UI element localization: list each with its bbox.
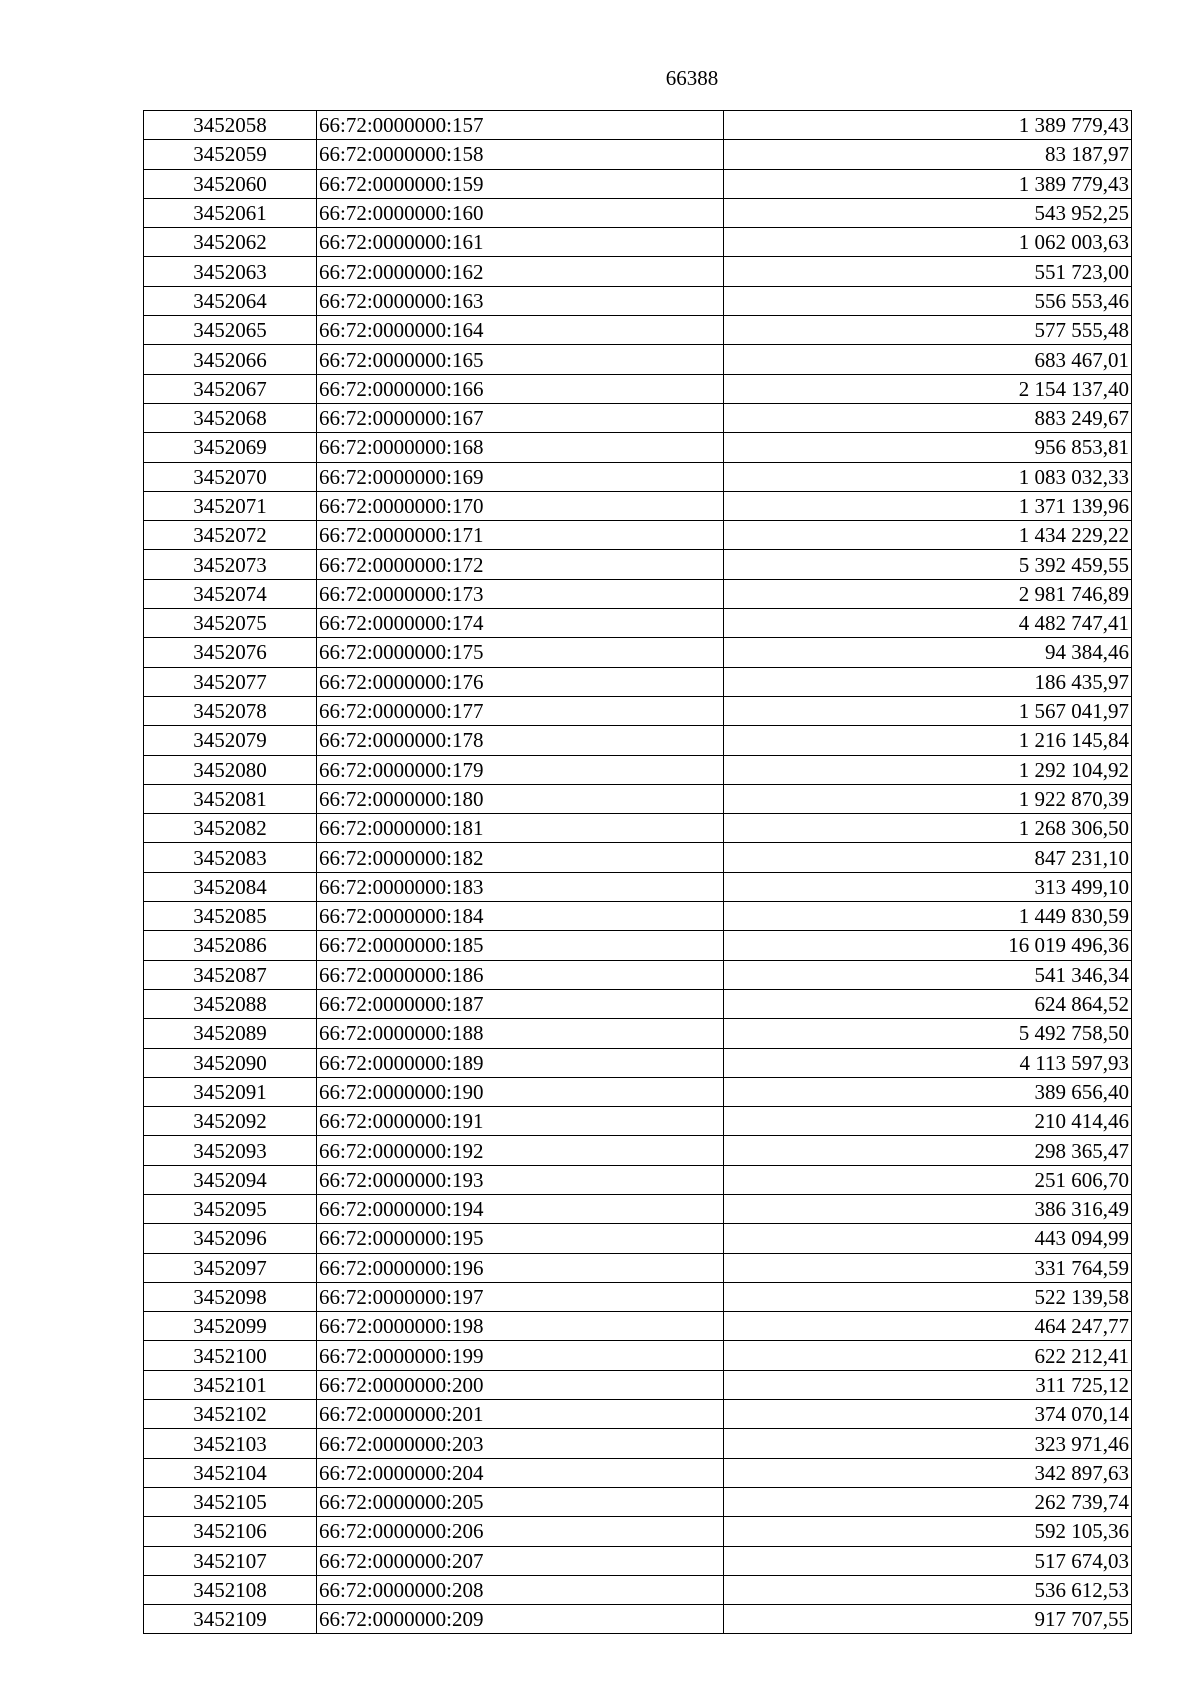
value-cell: 1 083 032,33 bbox=[724, 462, 1132, 491]
row-id-cell: 3452058 bbox=[144, 111, 317, 140]
row-id-cell: 3452104 bbox=[144, 1458, 317, 1487]
table-row bbox=[144, 286, 1132, 315]
table-row bbox=[144, 345, 1132, 374]
value-cell: 251 606,70 bbox=[724, 1165, 1132, 1194]
cadastral-number-cell: 66:72:0000000:195 bbox=[317, 1224, 724, 1253]
table-row bbox=[144, 1341, 1132, 1370]
row-id-cell: 3452103 bbox=[144, 1429, 317, 1458]
table-row bbox=[144, 1312, 1132, 1341]
cadastral-number-cell: 66:72:0000000:199 bbox=[317, 1341, 724, 1370]
table-row bbox=[144, 140, 1132, 169]
value-cell: 517 674,03 bbox=[724, 1546, 1132, 1575]
table-row bbox=[144, 316, 1132, 345]
table-row bbox=[144, 638, 1132, 667]
value-cell: 5 392 459,55 bbox=[724, 550, 1132, 579]
table-row bbox=[144, 491, 1132, 520]
cadastral-number-cell: 66:72:0000000:188 bbox=[317, 1019, 724, 1048]
data-table bbox=[143, 110, 1132, 1634]
value-cell: 1 389 779,43 bbox=[724, 111, 1132, 140]
value-cell: 883 249,67 bbox=[724, 403, 1132, 432]
page-number: 66388 bbox=[665, 66, 719, 90]
table-row bbox=[144, 784, 1132, 813]
row-id-cell: 3452091 bbox=[144, 1077, 317, 1106]
value-cell: 847 231,10 bbox=[724, 843, 1132, 872]
row-id-cell: 3452072 bbox=[144, 521, 317, 550]
cadastral-number-cell: 66:72:0000000:177 bbox=[317, 696, 724, 725]
value-cell: 1 268 306,50 bbox=[724, 814, 1132, 843]
cadastral-number-cell: 66:72:0000000:190 bbox=[317, 1077, 724, 1106]
cadastral-number-cell: 66:72:0000000:170 bbox=[317, 491, 724, 520]
value-cell: 1 567 041,97 bbox=[724, 696, 1132, 725]
cadastral-number-cell: 66:72:0000000:198 bbox=[317, 1312, 724, 1341]
value-cell: 374 070,14 bbox=[724, 1400, 1132, 1429]
cadastral-number-cell: 66:72:0000000:183 bbox=[317, 872, 724, 901]
table-row bbox=[144, 755, 1132, 784]
cadastral-number-cell: 66:72:0000000:182 bbox=[317, 843, 724, 872]
row-id-cell: 3452076 bbox=[144, 638, 317, 667]
value-cell: 16 019 496,36 bbox=[724, 931, 1132, 960]
cadastral-number-cell: 66:72:0000000:200 bbox=[317, 1370, 724, 1399]
table-row bbox=[144, 1077, 1132, 1106]
cadastral-number-cell: 66:72:0000000:209 bbox=[317, 1605, 724, 1634]
value-cell: 83 187,97 bbox=[724, 140, 1132, 169]
row-id-cell: 3452094 bbox=[144, 1165, 317, 1194]
table-row bbox=[144, 1019, 1132, 1048]
value-cell: 5 492 758,50 bbox=[724, 1019, 1132, 1048]
row-id-cell: 3452079 bbox=[144, 726, 317, 755]
row-id-cell: 3452069 bbox=[144, 433, 317, 462]
row-id-cell: 3452063 bbox=[144, 257, 317, 286]
table-row bbox=[144, 169, 1132, 198]
row-id-cell: 3452078 bbox=[144, 696, 317, 725]
row-id-cell: 3452098 bbox=[144, 1282, 317, 1311]
cadastral-number-cell: 66:72:0000000:166 bbox=[317, 374, 724, 403]
cadastral-number-cell: 66:72:0000000:180 bbox=[317, 784, 724, 813]
row-id-cell: 3452071 bbox=[144, 491, 317, 520]
row-id-cell: 3452068 bbox=[144, 403, 317, 432]
table-row bbox=[144, 521, 1132, 550]
table-row bbox=[144, 726, 1132, 755]
value-cell: 592 105,36 bbox=[724, 1517, 1132, 1546]
table-row bbox=[144, 1575, 1132, 1604]
value-cell: 1 062 003,63 bbox=[724, 228, 1132, 257]
cadastral-number-cell: 66:72:0000000:168 bbox=[317, 433, 724, 462]
table-row bbox=[144, 960, 1132, 989]
table-row bbox=[144, 696, 1132, 725]
row-id-cell: 3452080 bbox=[144, 755, 317, 784]
cadastral-number-cell: 66:72:0000000:193 bbox=[317, 1165, 724, 1194]
table-row bbox=[144, 1165, 1132, 1194]
row-id-cell: 3452096 bbox=[144, 1224, 317, 1253]
cadastral-number-cell: 66:72:0000000:167 bbox=[317, 403, 724, 432]
table-row bbox=[144, 1253, 1132, 1282]
cadastral-number-cell: 66:72:0000000:206 bbox=[317, 1517, 724, 1546]
table-row bbox=[144, 1048, 1132, 1077]
table-row bbox=[144, 843, 1132, 872]
value-cell: 536 612,53 bbox=[724, 1575, 1132, 1604]
row-id-cell: 3452105 bbox=[144, 1487, 317, 1516]
row-id-cell: 3452066 bbox=[144, 345, 317, 374]
row-id-cell: 3452092 bbox=[144, 1107, 317, 1136]
row-id-cell: 3452067 bbox=[144, 374, 317, 403]
cadastral-number-cell: 66:72:0000000:196 bbox=[317, 1253, 724, 1282]
row-id-cell: 3452093 bbox=[144, 1136, 317, 1165]
row-id-cell: 3452084 bbox=[144, 872, 317, 901]
value-cell: 298 365,47 bbox=[724, 1136, 1132, 1165]
row-id-cell: 3452062 bbox=[144, 228, 317, 257]
row-id-cell: 3452077 bbox=[144, 667, 317, 696]
row-id-cell: 3452088 bbox=[144, 989, 317, 1018]
row-id-cell: 3452073 bbox=[144, 550, 317, 579]
value-cell: 2 981 746,89 bbox=[724, 579, 1132, 608]
value-cell: 551 723,00 bbox=[724, 257, 1132, 286]
value-cell: 94 384,46 bbox=[724, 638, 1132, 667]
value-cell: 622 212,41 bbox=[724, 1341, 1132, 1370]
value-cell: 386 316,49 bbox=[724, 1194, 1132, 1223]
table-row bbox=[144, 902, 1132, 931]
row-id-cell: 3452095 bbox=[144, 1194, 317, 1223]
value-cell: 210 414,46 bbox=[724, 1107, 1132, 1136]
value-cell: 1 371 139,96 bbox=[724, 491, 1132, 520]
row-id-cell: 3452061 bbox=[144, 198, 317, 227]
cadastral-number-cell: 66:72:0000000:186 bbox=[317, 960, 724, 989]
cadastral-number-cell: 66:72:0000000:192 bbox=[317, 1136, 724, 1165]
cadastral-number-cell: 66:72:0000000:160 bbox=[317, 198, 724, 227]
cadastral-number-cell: 66:72:0000000:169 bbox=[317, 462, 724, 491]
table-row bbox=[144, 1605, 1132, 1634]
table-row bbox=[144, 1458, 1132, 1487]
table-row bbox=[144, 1107, 1132, 1136]
row-id-cell: 3452083 bbox=[144, 843, 317, 872]
cadastral-number-cell: 66:72:0000000:176 bbox=[317, 667, 724, 696]
row-id-cell: 3452108 bbox=[144, 1575, 317, 1604]
cadastral-number-cell: 66:72:0000000:187 bbox=[317, 989, 724, 1018]
value-cell: 323 971,46 bbox=[724, 1429, 1132, 1458]
row-id-cell: 3452081 bbox=[144, 784, 317, 813]
row-id-cell: 3452074 bbox=[144, 579, 317, 608]
cadastral-number-cell: 66:72:0000000:179 bbox=[317, 755, 724, 784]
row-id-cell: 3452109 bbox=[144, 1605, 317, 1634]
table-row bbox=[144, 1136, 1132, 1165]
value-cell: 917 707,55 bbox=[724, 1605, 1132, 1634]
cadastral-number-cell: 66:72:0000000:158 bbox=[317, 140, 724, 169]
value-cell: 1 922 870,39 bbox=[724, 784, 1132, 813]
row-id-cell: 3452086 bbox=[144, 931, 317, 960]
table-row bbox=[144, 1370, 1132, 1399]
row-id-cell: 3452107 bbox=[144, 1546, 317, 1575]
value-cell: 4 482 747,41 bbox=[724, 609, 1132, 638]
table-row bbox=[144, 1546, 1132, 1575]
table-row bbox=[144, 403, 1132, 432]
cadastral-number-cell: 66:72:0000000:163 bbox=[317, 286, 724, 315]
table-body bbox=[144, 111, 1132, 1634]
cadastral-number-cell: 66:72:0000000:165 bbox=[317, 345, 724, 374]
cadastral-number-cell: 66:72:0000000:172 bbox=[317, 550, 724, 579]
table-row bbox=[144, 550, 1132, 579]
cadastral-number-cell: 66:72:0000000:164 bbox=[317, 316, 724, 345]
table-row bbox=[144, 1487, 1132, 1516]
row-id-cell: 3452065 bbox=[144, 316, 317, 345]
cadastral-number-cell: 66:72:0000000:175 bbox=[317, 638, 724, 667]
row-id-cell: 3452075 bbox=[144, 609, 317, 638]
value-cell: 186 435,97 bbox=[724, 667, 1132, 696]
cadastral-number-cell: 66:72:0000000:162 bbox=[317, 257, 724, 286]
cadastral-number-cell: 66:72:0000000:208 bbox=[317, 1575, 724, 1604]
row-id-cell: 3452087 bbox=[144, 960, 317, 989]
table-row bbox=[144, 1282, 1132, 1311]
value-cell: 313 499,10 bbox=[724, 872, 1132, 901]
table-row bbox=[144, 609, 1132, 638]
table-row bbox=[144, 228, 1132, 257]
value-cell: 443 094,99 bbox=[724, 1224, 1132, 1253]
cadastral-number-cell: 66:72:0000000:201 bbox=[317, 1400, 724, 1429]
value-cell: 577 555,48 bbox=[724, 316, 1132, 345]
value-cell: 956 853,81 bbox=[724, 433, 1132, 462]
table-row bbox=[144, 1517, 1132, 1546]
table-row bbox=[144, 872, 1132, 901]
value-cell: 541 346,34 bbox=[724, 960, 1132, 989]
value-cell: 683 467,01 bbox=[724, 345, 1132, 374]
value-cell: 543 952,25 bbox=[724, 198, 1132, 227]
row-id-cell: 3452090 bbox=[144, 1048, 317, 1077]
cadastral-number-cell: 66:72:0000000:178 bbox=[317, 726, 724, 755]
value-cell: 1 434 229,22 bbox=[724, 521, 1132, 550]
table-row bbox=[144, 1194, 1132, 1223]
cadastral-number-cell: 66:72:0000000:189 bbox=[317, 1048, 724, 1077]
row-id-cell: 3452101 bbox=[144, 1370, 317, 1399]
value-cell: 342 897,63 bbox=[724, 1458, 1132, 1487]
cadastral-number-cell: 66:72:0000000:203 bbox=[317, 1429, 724, 1458]
value-cell: 464 247,77 bbox=[724, 1312, 1132, 1341]
row-id-cell: 3452106 bbox=[144, 1517, 317, 1546]
table-row bbox=[144, 579, 1132, 608]
cadastral-number-cell: 66:72:0000000:181 bbox=[317, 814, 724, 843]
row-id-cell: 3452085 bbox=[144, 902, 317, 931]
table-row bbox=[144, 931, 1132, 960]
cadastral-number-cell: 66:72:0000000:185 bbox=[317, 931, 724, 960]
table-row bbox=[144, 257, 1132, 286]
table-row bbox=[144, 989, 1132, 1018]
value-cell: 262 739,74 bbox=[724, 1487, 1132, 1516]
value-cell: 522 139,58 bbox=[724, 1282, 1132, 1311]
cadastral-number-cell: 66:72:0000000:204 bbox=[317, 1458, 724, 1487]
value-cell: 4 113 597,93 bbox=[724, 1048, 1132, 1077]
value-cell: 556 553,46 bbox=[724, 286, 1132, 315]
row-id-cell: 3452099 bbox=[144, 1312, 317, 1341]
cadastral-number-cell: 66:72:0000000:171 bbox=[317, 521, 724, 550]
value-cell: 1 216 145,84 bbox=[724, 726, 1132, 755]
row-id-cell: 3452102 bbox=[144, 1400, 317, 1429]
row-id-cell: 3452059 bbox=[144, 140, 317, 169]
row-id-cell: 3452100 bbox=[144, 1341, 317, 1370]
value-cell: 1 292 104,92 bbox=[724, 755, 1132, 784]
table-row bbox=[144, 667, 1132, 696]
table-row bbox=[144, 814, 1132, 843]
table-row bbox=[144, 1224, 1132, 1253]
table-row bbox=[144, 1400, 1132, 1429]
table-row bbox=[144, 1429, 1132, 1458]
row-id-cell: 3452060 bbox=[144, 169, 317, 198]
cadastral-number-cell: 66:72:0000000:197 bbox=[317, 1282, 724, 1311]
value-cell: 624 864,52 bbox=[724, 989, 1132, 1018]
table-row bbox=[144, 111, 1132, 140]
cadastral-number-cell: 66:72:0000000:157 bbox=[317, 111, 724, 140]
value-cell: 311 725,12 bbox=[724, 1370, 1132, 1399]
cadastral-number-cell: 66:72:0000000:194 bbox=[317, 1194, 724, 1223]
row-id-cell: 3452082 bbox=[144, 814, 317, 843]
table-row bbox=[144, 462, 1132, 491]
cadastral-number-cell: 66:72:0000000:205 bbox=[317, 1487, 724, 1516]
value-cell: 2 154 137,40 bbox=[724, 374, 1132, 403]
cadastral-number-cell: 66:72:0000000:159 bbox=[317, 169, 724, 198]
cadastral-number-cell: 66:72:0000000:184 bbox=[317, 902, 724, 931]
value-cell: 1 389 779,43 bbox=[724, 169, 1132, 198]
row-id-cell: 3452089 bbox=[144, 1019, 317, 1048]
table-row bbox=[144, 433, 1132, 462]
table-row bbox=[144, 374, 1132, 403]
table-row bbox=[144, 198, 1132, 227]
cadastral-number-cell: 66:72:0000000:207 bbox=[317, 1546, 724, 1575]
value-cell: 331 764,59 bbox=[724, 1253, 1132, 1282]
row-id-cell: 3452097 bbox=[144, 1253, 317, 1282]
cadastral-number-cell: 66:72:0000000:191 bbox=[317, 1107, 724, 1136]
cadastral-number-cell: 66:72:0000000:173 bbox=[317, 579, 724, 608]
cadastral-number-cell: 66:72:0000000:174 bbox=[317, 609, 724, 638]
value-cell: 1 449 830,59 bbox=[724, 902, 1132, 931]
cadastral-number-cell: 66:72:0000000:161 bbox=[317, 228, 724, 257]
row-id-cell: 3452064 bbox=[144, 286, 317, 315]
value-cell: 389 656,40 bbox=[724, 1077, 1132, 1106]
row-id-cell: 3452070 bbox=[144, 462, 317, 491]
